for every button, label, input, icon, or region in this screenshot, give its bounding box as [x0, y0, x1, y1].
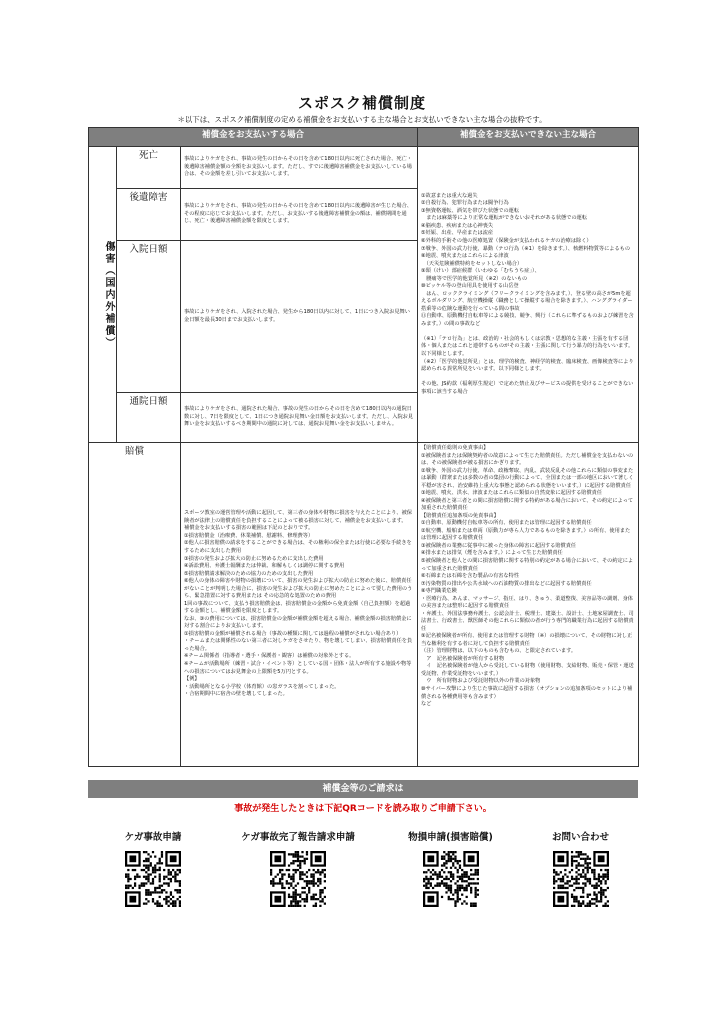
qr-block-contact[interactable] — [528, 829, 633, 907]
qr-code-icon[interactable] — [125, 851, 181, 907]
qr-label: ケガ事故申請 — [124, 832, 182, 843]
qr-code-icon[interactable] — [553, 851, 609, 907]
qr-block-property[interactable] — [388, 829, 513, 907]
injury-label: 傷害（国内外補償） — [89, 147, 117, 443]
liability-label: 賠償 — [89, 443, 181, 767]
row-label-hospital: 入院日額 — [117, 241, 181, 393]
row-text-outpatient: 事故によりケガをされ、通院された場合、事故の発生の日からその日を含めて180日以内の通院日数に対し、7日を限度として、1日につき通院お見舞い金日額をお支払いします。ただし、入院お見舞い金をお支払いするべき期間中の通院に対しては、通院お見舞い金をお支払いしません。 — [184, 406, 414, 428]
row-text-death: 事故によりケガをされ、事故の発生の日からその日を含めて180日以内に死亡された場合、死亡・後遺障害補償金額の全額をお支払いします。ただし、すでに後遺障害補償金をお支払いしている場合は、その金額を差し引いてお支払いします。 — [184, 156, 412, 178]
row-label-outpatient: 通院日額 — [117, 393, 181, 443]
row-label-death: 死亡 — [117, 147, 181, 189]
qr-code-icon[interactable] — [423, 851, 479, 907]
header-unpaid: 補償金をお支払いできない主な場合 — [418, 128, 639, 147]
liability-text: スポーツ教室の運営管理や活動に起因して、第三者の身体や財物に損害を与えたことにより、被保険者が法律上の賠償責任を負担することによって被る損害に対して、補償金をお支払いします。 補償金をお支払いする損害の範囲は下記のとおりです。 ①損害賠償金（治療費、休業補償、慰謝料、修理費等） ②他人に損害賠償の請求をすることができる場合は、その権利の保全または行使に必要な手続きをするために支出した費用 ③損害の発生および拡大の防止に努めるために支出した費用 ④訴訟費用、弁護士報酬または仲裁、和解もしくは調停に関する費用 ⑤損害賠償請求解決のための協力のための支出した費用 ⑥他人の身体の障害や財物の損壊について、損害の発生および拡大の防止に努めた後に、賠償責任がないことが判明した場合に、損害の発生および拡大の防止に努めたことによって要した費用のうち、緊急措置に対する費用または その応急的な処置のための費用 1回の事故について、支払う損害賠償金は、損害賠償金の金額から免責金額（自己負担額）を超過する金額とし、補償金額を限度とします。 なお、③の費用については、損害賠償金の金額が補償金額を超える場合、補償金額の損害賠償金に対する割合によりお支払いします。 ①損害賠償の金額が補償される場合（事故の種類に関しては過程の補償がされない場合あり） ・チームまたは関係性のない第三者に対しケガをさせたり、物を壊してしまい、損害賠償責任を負った場合。 ※チーム関係者（指導者・選手・保護者・観客）は補償の対象外とする。 ※チームが活動場所（練習・試合・イベント等）としている国・団体・法人が所有する施設や物等への損害についてはお見舞金の上限額を5万円とする。 【例】 ・活動場所となる小学校（体育館）の窓ガラスを割ってしまった。 ・合宿期間中に宿舎の壁を壊してしまった。 — [184, 510, 413, 698]
injury-exclusions: ①故意または重大な過失 ②自殺行為、犯罪行為または闘争行為 ③無資格運転、酒気を帯びた状態での運転 または麻薬等により正常な運転ができないおそれがある状態での運転 ④脳疾患、疾病または心神喪失 ⑤妊娠、出産、早産または流産 ⑥外科的手術その他の医療処置（保険金が支払われるケガの治療は除く） ⑦戦争、外国の武力行使、暴動（テロ行為（※1）を除きます。）、核燃料物質等によるもの ⑧地震、噴火またはこれらによる津波 （天災危険補償特約をセットしない場合） ⑨頸（けい）部症候群（いわゆる「むちうち症」）、 腰痛等で医学的他覚所見（※2）のないもの ⑩ピッケル等の登山用具を使用する山岳登 はん、ロッククライミング（フリークライミングを含みます。）、登る壁の高さが5mを超えるボルダリング、航空機操縦（職務として操縦する場合を除きます。）、ハンググライダー搭乗等の危険な運動を行っている間の事故 ⑪自動車、原動機付自転車等による競技、競争、興行（これらに準ずるものおよび練習を含みます。）の間の事故など （※1）「テロ行為」とは、政治的・社会的もしくは宗教・思想的な主義・主張を有する団体・個人またはこれと連帯するものがその主義・主張に関して行う暴力的行為をいいます。以下同様とします。 （※2）「医学的他覚所見」とは、理学的検査、神経学的検査、臨床検査、画像検査等により認められる異常所見をいいます。以下同様とします。 その他、JS約款（福利厚生規定）で定めた禁止及びサービスの提供を受けることができない事項に該当する場合 — [421, 192, 634, 395]
qr-row — [88, 829, 638, 909]
page-title: スポスク補償制度 — [297, 94, 426, 112]
qr-label: ケガ事故完了報告請求申請 — [241, 832, 355, 843]
claim-bar: 補償金等のご請求は — [88, 780, 638, 798]
qr-block-completion[interactable] — [218, 829, 378, 907]
row-text-hospital: 事故によりケガをされ、入院された場合、発生から180日以内に対して、1日につき入院お見舞い金日額を最長30日までお支払いします。 — [184, 308, 410, 323]
qr-label: お問い合わせ — [551, 832, 609, 843]
page-subtitle: ＊以下は、スポスク補償制度の定める補償金をお支払いする主な場合とお支払いできない主な場合の抜粋です。 — [177, 115, 547, 124]
row-text-disability: 事故によりケガをされ、事故の発生の日からその日を含めて180日以内に後遺障害が生じた場合、その程度に応じてお支払いします。ただし、お支払いする後遺障害補償金の額は、補償期間を通じ、死亡・後遺障害補償金額を限度とします。 — [184, 203, 412, 225]
qr-label: 物損申請(損害賠償) — [408, 832, 493, 843]
compensation-table — [88, 127, 639, 767]
qr-block-injury[interactable] — [93, 829, 213, 907]
header-paid: 補償金をお支払いする場合 — [89, 128, 418, 147]
row-label-disability: 後遺障害 — [117, 189, 181, 241]
qr-code-icon[interactable] — [270, 851, 326, 907]
notice: 事故が発生したときは下記QRコードを読み取りご申請下さい。 — [234, 804, 492, 814]
liability-exclusions: 【賠償責任総則の免責事由】 ①被保険者または保険契約者の故意によって生じた賠償責任。ただし補償金を支払わないのは、その被保険者が被る損害にかぎります。 ②戦争、外国の武力行使、革命、政権奪取、内乱、武装反乱その他これらに類似の事変または暴動（群衆または多数の者の集団の行動によって、全国または一部の地区において著しく平穏が害され、治安維持上重大な事態と認められる状態をいいます。）に起因する賠償責任 ③地震、噴火、洪水、津波またはこれらに類似の自然変象に起因する賠償責任 ④被保険者と第三者との間に損害賠償に関する特約がある場合において、その約定によって加重された賠償責任 【賠償責任追加条項の免責事由】 ①自動車、原動機付自転車等の所有、使用または管理に起因する賠償責任 ②航空機、船舶または車両（原動力が専ら人力であるものを除きます。）の所有、使用または管理に起因する賠償責任 ③被保険者の業務に従事中に被った身体の障害に起因する賠償責任 ④排水または排気（煙を含みます。）によって生じた賠償責任 ⑤被保険者と他人との間に損害賠償に関する特別の約定がある場合において、その約定によって加重された賠償責任 ⑥石綿または石綿を含む製品の有害な特性 ⑦汚染物質の排出や公共水域への石油物質の排出などに起因する賠償責任 ⑧専門職業危険 ・医療行為、あんま、マッサージ、指圧、はり、きゅう、柔道整復、美容品等の調剤、身体の美容または整形に起因する賠償責任 ・弁護士、外国法事務弁護士、公認会計士、税理士、建築士、設計士、土地家屋調査士、司法書士、行政書士、獣医師その他これらに類似の者が行う専門的職業行為に起因する賠償責任 ⑨記名被保険者が所有、使用または管理する財物（※）の損壊について、その財物に対し正当な権利を有する者に対して負担する賠償責任 （注）管理財物は、以下のものも含むもの、と限定されています。 ア 記名被保険者が所有する財物 イ 記名被保険者が他人から受託している財物（使用財物、支給財物、販売・保管・運送受託物、作業受託物をいいます。） ウ 所有財物および受託財物以外の作業の対象物 ⑩サイバー攻撃により生じた事故に起因する損害（オプションの追加条項のセットにより補償される各種費用等も含みます） など — [421, 445, 634, 708]
